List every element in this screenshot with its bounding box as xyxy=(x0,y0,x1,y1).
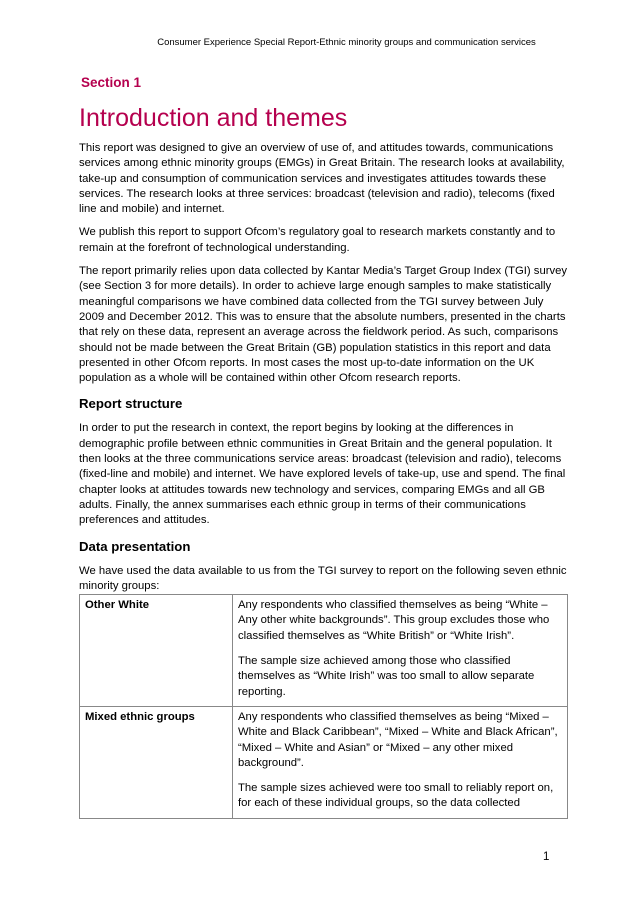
group-name-cell: Mixed ethnic groups xyxy=(80,706,233,818)
group-description-text: Any respondents who classified themselves as being “White – Any other white backgrounds”. This group excludes those who classified themselves as “White British” or “White Irish”. xyxy=(238,599,550,642)
group-description-cell xyxy=(233,706,568,818)
group-description-cell xyxy=(233,595,568,707)
intro-paragraph-1: This report was designed to give an overview of use of, and attitudes towards, communications services among ethnic minority groups (EMGs) in Great Britain. The research looks at availability, take-up and consumption of communication services and investigates attitudes towards these services. The research looks at three services: broadcast (television and radio), telecoms (fixed line and mobile) and internet. xyxy=(79,142,565,216)
data-presentation-paragraph: We have used the data available to us from the TGI survey to report on the following seven ethnic minority groups: xyxy=(79,564,567,592)
table-row xyxy=(80,706,568,818)
section-label: Section 1 xyxy=(81,75,142,90)
group-description-text: Any respondents who classified themselves as being “Mixed – White and Black Caribbean”, “Mixed – White and Black African”, “Mixed – White and Asian” or “Mixed – any other mixed background”. xyxy=(238,710,558,769)
group-description-text: The sample sizes achieved were too small to reliably report on, for each of these individual groups, so the data collected xyxy=(238,782,554,810)
ethnic-groups-table xyxy=(79,594,568,819)
report-structure-heading: Report structure xyxy=(79,396,183,412)
data-presentation-heading: Data presentation xyxy=(79,538,191,554)
group-description-text: The sample size achieved among those who classified themselves as “White Irish” was too small to allow separate reporting. xyxy=(238,655,535,698)
page-number: 1 xyxy=(543,851,550,863)
page-title: Introduction and themes xyxy=(79,104,348,132)
intro-paragraph-3: The report primarily relies upon data collected by Kantar Media’s Target Group Index (TGI) survey (see Section 3 for more details). In order to achieve large enough samples to make statistically meaningful comparisons we have combined data collected from the TGI survey between July 2009 and December 2012. This was to ensure that the absolute numbers, presented in the charts that rely on these data, represent an average across the fieldwork period. As such, comparisons should not be made between the Great Britain (GB) population statistics in this report and data presented in other Ofcom reports. In most cases the most up-to-date information on the UK population as a whole will be contained within other Ofcom research reports. xyxy=(79,265,568,385)
page-content xyxy=(79,75,569,819)
intro-paragraph-2: We publish this report to support Ofcom’s regulatory goal to research markets constantly and to remain at the forefront of technological understanding. xyxy=(79,226,556,254)
report-structure-paragraph: In order to put the research in context, the report begins by looking at the differences in demographic profile between ethnic communities in Great Britain and the general population. It then looks at the three communications service areas: broadcast (television and radio), telecoms (fixed-line and mobile) and internet. We have explored levels of take-up, use and spend. The final chapter looks at attitudes towards new technology and services, comparing EMGs and all GB adults. Finally, the annex summarises each ethnic group in terms of their communications preferences and attitudes. xyxy=(79,422,566,527)
running-header: Consumer Experience Special Report-Ethnic minority groups and communication services xyxy=(157,37,536,48)
group-name-cell: Other White xyxy=(80,595,233,707)
table-row xyxy=(80,595,568,707)
